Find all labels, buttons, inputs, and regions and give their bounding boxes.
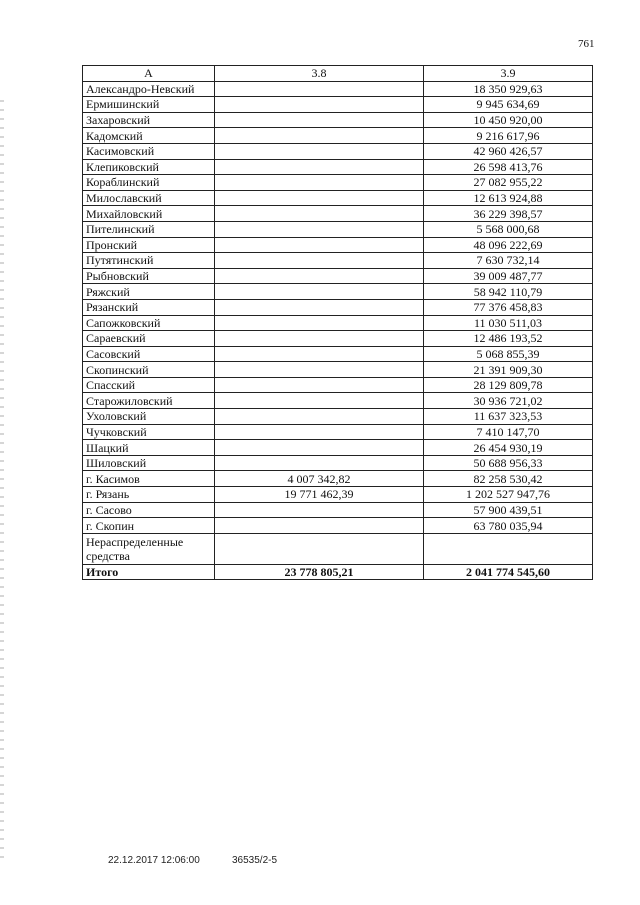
- region-name-cell: Пронский: [83, 237, 215, 253]
- value-3-9-cell: 63 780 035,94: [424, 518, 593, 534]
- region-name-cell: г. Сасово: [83, 502, 215, 518]
- table-row: [83, 362, 593, 378]
- value-3-8-cell: [215, 502, 424, 518]
- value-3-8-cell: [215, 190, 424, 206]
- value-3-8-cell: 23 778 805,21: [215, 564, 424, 580]
- region-name-cell: Шацкий: [83, 440, 215, 456]
- footer-date: 22.12.2017 12:06:00: [108, 855, 200, 866]
- region-name-cell: Ермишинский: [83, 97, 215, 113]
- table-row: [83, 253, 593, 269]
- region-name-cell: Кадомский: [83, 128, 215, 144]
- region-name-cell: Шиловский: [83, 455, 215, 471]
- value-3-8-cell: [215, 206, 424, 222]
- table-row: [83, 377, 593, 393]
- table-row: [83, 128, 593, 144]
- value-3-8-cell: [215, 221, 424, 237]
- table-row: [83, 190, 593, 206]
- region-name-cell: г. Скопин: [83, 518, 215, 534]
- value-3-9-cell: 50 688 956,33: [424, 455, 593, 471]
- scan-edge-marks: [0, 100, 4, 865]
- region-name-cell: Касимовский: [83, 143, 215, 159]
- region-name-cell: Итого: [83, 564, 215, 580]
- table-row: [83, 440, 593, 456]
- table-row: [83, 487, 593, 503]
- table-row: [83, 393, 593, 409]
- table-row: [83, 175, 593, 191]
- table-row: [83, 409, 593, 425]
- table-row: [83, 502, 593, 518]
- value-3-9-cell: 57 900 439,51: [424, 502, 593, 518]
- value-3-8-cell: [215, 518, 424, 534]
- value-3-8-cell: [215, 284, 424, 300]
- value-3-9-cell: 36 229 398,57: [424, 206, 593, 222]
- value-3-9-cell: 48 096 222,69: [424, 237, 593, 253]
- value-3-8-cell: [215, 97, 424, 113]
- value-3-8-cell: 19 771 462,39: [215, 487, 424, 503]
- value-3-9-cell: 21 391 909,30: [424, 362, 593, 378]
- value-3-9-cell: 12 486 193,52: [424, 331, 593, 347]
- table-row: [83, 518, 593, 534]
- value-3-8-cell: [215, 175, 424, 191]
- value-3-9-cell: 11 637 323,53: [424, 409, 593, 425]
- table-row: [83, 112, 593, 128]
- region-name-cell: Сапожковский: [83, 315, 215, 331]
- value-3-9-cell: 28 129 809,78: [424, 377, 593, 393]
- table-row: [83, 424, 593, 440]
- value-3-9-cell: 7 630 732,14: [424, 253, 593, 269]
- value-3-9-cell: 77 376 458,83: [424, 299, 593, 315]
- region-name-cell: Захаровский: [83, 112, 215, 128]
- table-row: [83, 221, 593, 237]
- value-3-9-cell: 27 082 955,22: [424, 175, 593, 191]
- region-name-cell: Михайловский: [83, 206, 215, 222]
- region-name-cell: Чучковский: [83, 424, 215, 440]
- value-3-9-cell: 12 613 924,88: [424, 190, 593, 206]
- table-row: [83, 143, 593, 159]
- value-3-9-cell: 39 009 487,77: [424, 268, 593, 284]
- value-3-8-cell: [215, 299, 424, 315]
- value-3-8-cell: [215, 377, 424, 393]
- region-name-cell: Милославский: [83, 190, 215, 206]
- value-3-9-cell: 42 960 426,57: [424, 143, 593, 159]
- region-name-cell: Путятинский: [83, 253, 215, 269]
- value-3-9-cell: 10 450 920,00: [424, 112, 593, 128]
- value-3-8-cell: [215, 143, 424, 159]
- table-row: [83, 455, 593, 471]
- footer-document-code: 36535/2-5: [232, 855, 278, 866]
- region-name-cell: Рыбновский: [83, 268, 215, 284]
- column-header: 3.8: [215, 66, 424, 82]
- region-name-cell: г. Касимов: [83, 471, 215, 487]
- value-3-8-cell: [215, 331, 424, 347]
- value-3-8-cell: [215, 268, 424, 284]
- table-row: [83, 471, 593, 487]
- table-row: [83, 206, 593, 222]
- value-3-9-cell: 82 258 530,42: [424, 471, 593, 487]
- value-3-8-cell: [215, 424, 424, 440]
- value-3-9-cell: 5 068 855,39: [424, 346, 593, 362]
- value-3-8-cell: [215, 159, 424, 175]
- region-name-cell: Рязанский: [83, 299, 215, 315]
- column-header: А: [83, 66, 215, 82]
- region-name-cell: Старожиловский: [83, 393, 215, 409]
- value-3-8-cell: [215, 409, 424, 425]
- value-3-8-cell: [215, 315, 424, 331]
- table-row: [83, 97, 593, 113]
- table-row: [83, 284, 593, 300]
- value-3-8-cell: [215, 393, 424, 409]
- value-3-9-cell: 58 942 110,79: [424, 284, 593, 300]
- value-3-8-cell: [215, 533, 424, 564]
- table-row: [83, 159, 593, 175]
- total-row: [83, 564, 593, 580]
- value-3-8-cell: [215, 346, 424, 362]
- table-row: [83, 315, 593, 331]
- region-name-cell: Сасовский: [83, 346, 215, 362]
- value-3-8-cell: [215, 128, 424, 144]
- column-header: 3.9: [424, 66, 593, 82]
- region-name-cell: Нераспределенные средства: [83, 533, 215, 564]
- value-3-9-cell: 7 410 147,70: [424, 424, 593, 440]
- region-name-cell: Ухоловский: [83, 409, 215, 425]
- value-3-8-cell: [215, 253, 424, 269]
- value-3-8-cell: [215, 455, 424, 471]
- region-name-cell: Спасский: [83, 377, 215, 393]
- value-3-9-cell: 26 454 930,19: [424, 440, 593, 456]
- value-3-8-cell: [215, 81, 424, 97]
- budget-table: [82, 65, 593, 580]
- value-3-8-cell: [215, 112, 424, 128]
- value-3-8-cell: 4 007 342,82: [215, 471, 424, 487]
- table-row: [83, 268, 593, 284]
- value-3-9-cell: 9 216 617,96: [424, 128, 593, 144]
- table-row: [83, 237, 593, 253]
- value-3-9-cell: [424, 533, 593, 564]
- region-name-cell: Пителинский: [83, 221, 215, 237]
- value-3-9-cell: 5 568 000,68: [424, 221, 593, 237]
- region-name-cell: Скопинский: [83, 362, 215, 378]
- table-row: [83, 533, 593, 564]
- page-number: 761: [578, 38, 595, 50]
- region-name-cell: Сараевский: [83, 331, 215, 347]
- table-row: [83, 81, 593, 97]
- table-row: [83, 331, 593, 347]
- value-3-9-cell: 30 936 721,02: [424, 393, 593, 409]
- value-3-8-cell: [215, 237, 424, 253]
- value-3-9-cell: 2 041 774 545,60: [424, 564, 593, 580]
- value-3-9-cell: 1 202 527 947,76: [424, 487, 593, 503]
- table-row: [83, 299, 593, 315]
- region-name-cell: Кораблинский: [83, 175, 215, 191]
- value-3-9-cell: 9 945 634,69: [424, 97, 593, 113]
- value-3-8-cell: [215, 362, 424, 378]
- region-name-cell: Клепиковский: [83, 159, 215, 175]
- value-3-8-cell: [215, 440, 424, 456]
- region-name-cell: Ряжский: [83, 284, 215, 300]
- region-name-cell: Александро-Невский: [83, 81, 215, 97]
- value-3-9-cell: 11 030 511,03: [424, 315, 593, 331]
- table-row: [83, 346, 593, 362]
- table-header-row: [83, 66, 593, 82]
- region-name-cell: г. Рязань: [83, 487, 215, 503]
- value-3-9-cell: 18 350 929,63: [424, 81, 593, 97]
- value-3-9-cell: 26 598 413,76: [424, 159, 593, 175]
